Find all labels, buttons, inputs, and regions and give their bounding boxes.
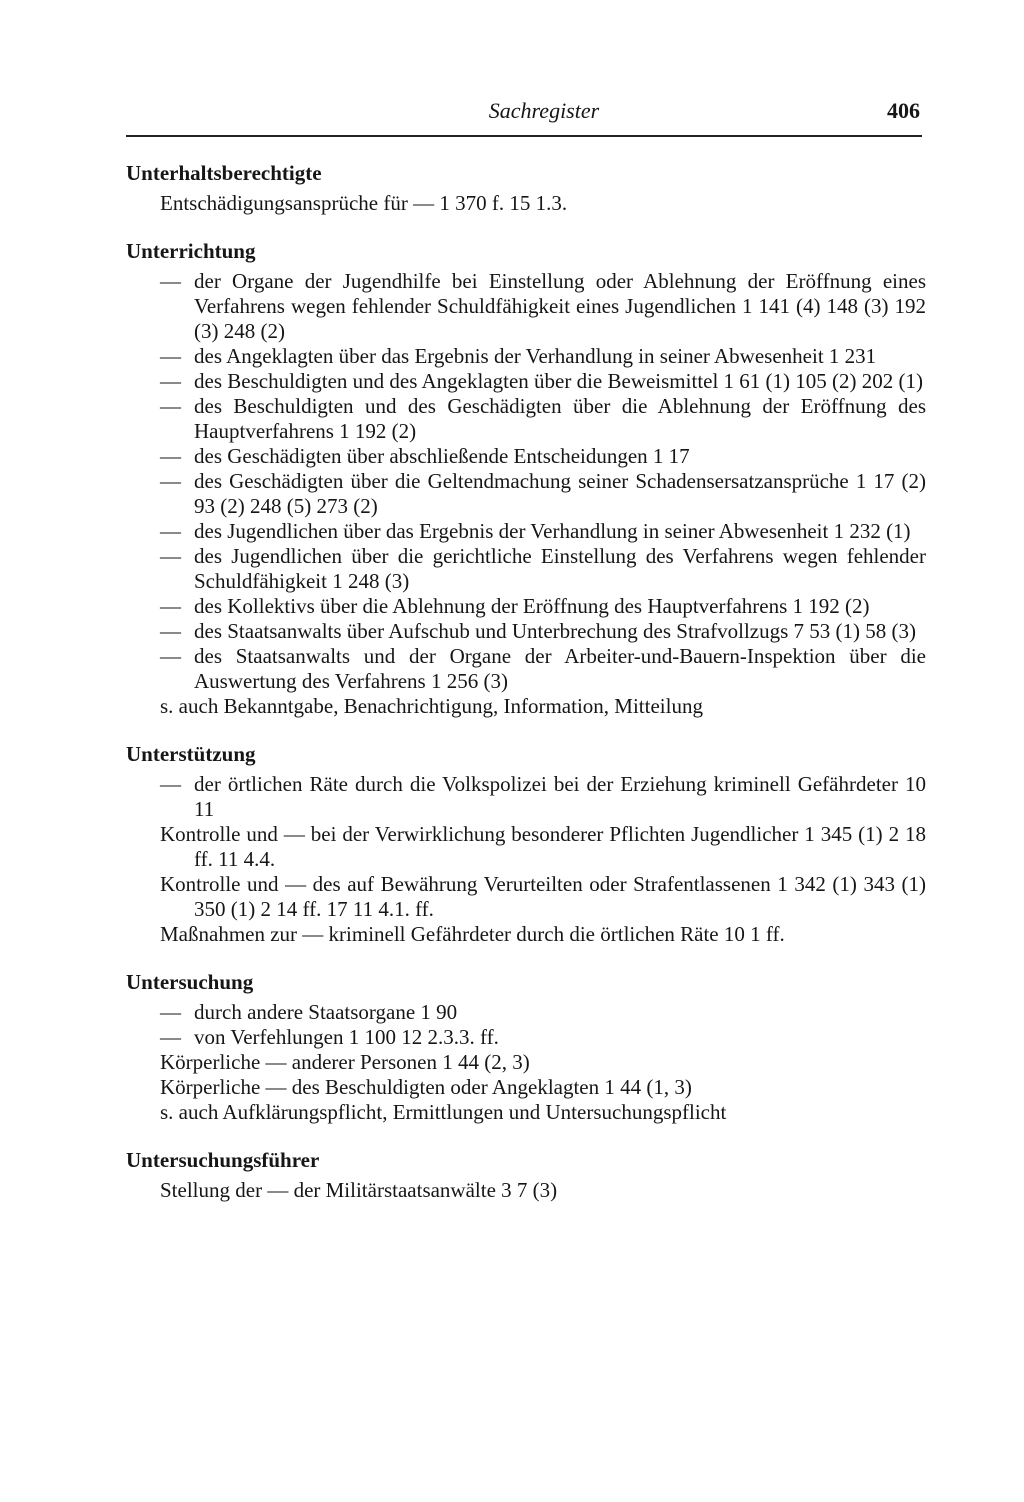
entry-text: des Geschädigten über abschließende Entscheidungen 1 17: [194, 444, 690, 468]
page-number: 406: [887, 98, 920, 123]
index-entry: [126, 191, 926, 216]
index-entry: [126, 772, 926, 822]
index-section: [126, 741, 926, 947]
entry-text: des Angeklagten über das Ergebnis der Verhandlung in seiner Abwesenheit 1 231: [194, 344, 877, 368]
index-heading: Unterhaltsberechtigte: [126, 161, 322, 185]
entry-dash: —: [160, 1000, 181, 1024]
index-entry: [126, 872, 926, 922]
entry-dash: —: [160, 469, 181, 493]
entry-text: Kontrolle und — bei der Verwirklichung besonderer Pflichten Jugendlicher 1 345 (1) 2 18 ff. 11 4.4.: [160, 822, 926, 871]
entry-text: s. auch Bekanntgabe, Benachrichtigung, Information, Mitteilung: [160, 694, 703, 718]
index-entry: [126, 619, 926, 644]
page-header: [126, 96, 922, 130]
index-entry: [126, 469, 926, 519]
entry-text: des Staatsanwalts über Aufschub und Unterbrechung des Strafvollzugs 7 53 (1) 58 (3): [194, 619, 917, 643]
entry-text: Kontrolle und — des auf Bewährung Verurteilten oder Strafentlassenen 1 342 (1) 343 (1) 350 (1) 2 14 ff. 17 11 4.1. ff.: [160, 872, 926, 921]
index-entry: [126, 1075, 926, 1100]
entry-text: der örtlichen Räte durch die Volkspolizei bei der Erziehung kriminell Gefährdeter 10 11: [194, 772, 926, 821]
entry-text: des Kollektivs über die Ablehnung der Eröffnung des Hauptverfahrens 1 192 (2): [194, 594, 870, 618]
index-entry: [126, 822, 926, 872]
entry-dash: —: [160, 519, 181, 543]
entry-text: des Staatsanwalts und der Organe der Arbeiter-und-Bauern-Inspektion über die Auswertung des Verfahrens 1 256 (3): [194, 644, 926, 693]
index-entry: [126, 444, 926, 469]
index-entry: [126, 269, 926, 344]
index-heading: Unterstützung: [126, 742, 256, 766]
entry-dash: —: [160, 344, 181, 368]
index-entry: [126, 344, 926, 369]
index-entry: [126, 369, 926, 394]
index-entry: [126, 519, 926, 544]
index-heading: Unterrichtung: [126, 239, 256, 263]
index-entry: [126, 1000, 926, 1025]
index-section: [126, 969, 926, 1125]
index-heading: Untersuchung: [126, 970, 254, 994]
index-heading: Untersuchungsführer: [126, 1148, 320, 1172]
index-entry: [126, 1100, 926, 1125]
entry-text: Stellung der — der Militärstaatsanwälte 3 7 (3): [160, 1178, 558, 1202]
entry-dash: —: [160, 369, 181, 393]
index-entry: [126, 394, 926, 444]
index-entry: [126, 1178, 926, 1203]
entry-text: des Geschädigten über die Geltendmachung seiner Schadensersatzansprüche 1 17 (2) 93 (2) 248 (5) 273 (2): [194, 469, 926, 518]
index-entry: [126, 1025, 926, 1050]
index-entry: [126, 544, 926, 594]
index-entry: [126, 644, 926, 694]
entry-text: s. auch Aufklärungspflicht, Ermittlungen und Untersuchungspflicht: [160, 1100, 727, 1124]
index-entry: [126, 694, 926, 719]
entry-text: Maßnahmen zur — kriminell Gefährdeter durch die örtlichen Räte 10 1 ff.: [160, 922, 785, 946]
entry-text: des Jugendlichen über die gerichtliche Einstellung des Verfahrens wegen fehlender Schuldfähigkeit 1 248 (3): [194, 544, 926, 593]
entry-dash: —: [160, 394, 181, 418]
entry-dash: —: [160, 1025, 181, 1049]
index-section: [126, 160, 926, 216]
entry-text: Körperliche — anderer Personen 1 44 (2, 3): [160, 1050, 530, 1074]
entry-dash: —: [160, 772, 181, 796]
entry-dash: —: [160, 619, 181, 643]
entry-text: der Organe der Jugendhilfe bei Einstellung oder Ablehnung der Eröffnung eines Verfahrens wegen fehlender Schuldfähigkeit eines Jugendlichen 1 141 (4) 148 (3) 192 (3) 248 (2): [194, 269, 926, 343]
index-entry: [126, 1050, 926, 1075]
entry-text: des Jugendlichen über das Ergebnis der Verhandlung in seiner Abwesenheit 1 232 (1): [194, 519, 911, 543]
index-section: [126, 238, 926, 719]
entry-text: Körperliche — des Beschuldigten oder Angeklagten 1 44 (1, 3): [160, 1075, 692, 1099]
entry-dash: —: [160, 444, 181, 468]
running-title: Sachregister: [488, 98, 600, 123]
index-entry: [126, 594, 926, 619]
entry-text: des Beschuldigten und des Geschädigten über die Ablehnung der Eröffnung des Hauptverfahrens 1 192 (2): [194, 394, 926, 443]
index-section: [126, 1147, 926, 1203]
header-rule: [126, 135, 922, 137]
entry-dash: —: [160, 544, 181, 568]
entry-text: von Verfehlungen 1 100 12 2.3.3. ff.: [194, 1025, 499, 1049]
index-content: [126, 160, 926, 1225]
entry-text: des Beschuldigten und des Angeklagten über die Beweismittel 1 61 (1) 105 (2) 202 (1): [194, 369, 924, 393]
entry-dash: —: [160, 269, 181, 293]
entry-text: Entschädigungsansprüche für — 1 370 f. 15 1.3.: [160, 191, 568, 215]
entry-text: durch andere Staatsorgane 1 90: [194, 1000, 458, 1024]
entry-dash: —: [160, 644, 181, 668]
index-entry: [126, 922, 926, 947]
entry-dash: —: [160, 594, 181, 618]
